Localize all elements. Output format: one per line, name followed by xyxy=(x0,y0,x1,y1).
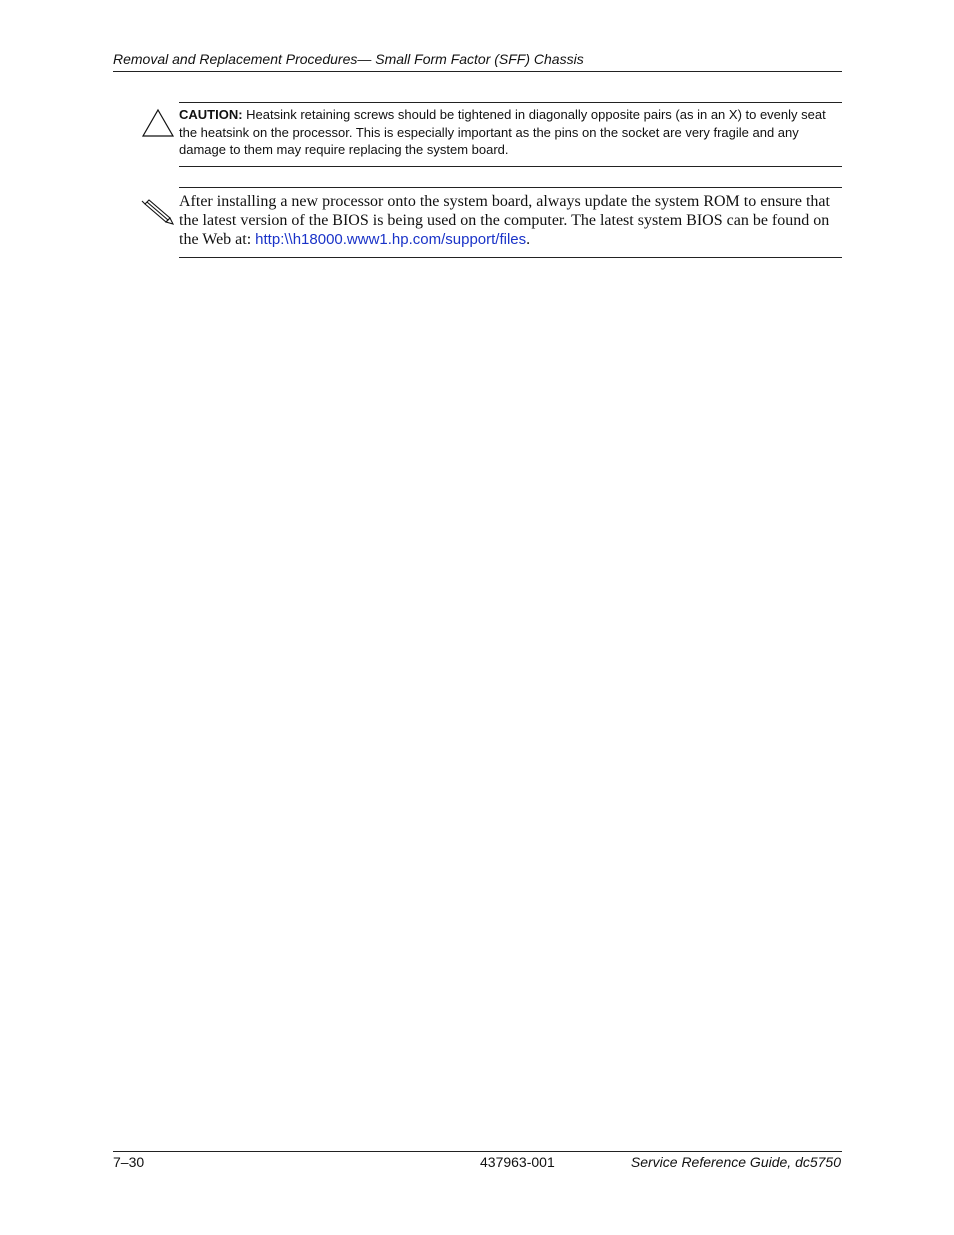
caution-top-rule xyxy=(179,102,842,103)
note-top-rule xyxy=(179,187,842,188)
doc-number: 437963-001 xyxy=(480,1154,555,1170)
page-number: 7–30 xyxy=(113,1154,145,1170)
note-body: After installing a new processor onto the system board, always update the system ROM to ensure that the latest version of the BIOS is being used on the computer. The latest system BIOS can be found on the Web at: xyxy=(179,193,830,248)
footer-rule xyxy=(113,1151,842,1152)
caution-triangle-icon xyxy=(141,108,175,138)
header-rule xyxy=(113,71,842,72)
guide-title: Service Reference Guide, dc5750 xyxy=(630,1154,841,1170)
caution-bottom-rule xyxy=(179,166,842,167)
note-callout xyxy=(179,193,841,249)
caution-callout xyxy=(179,106,829,159)
caution-body: Heatsink retaining screws should be tightened in diagonally opposite pairs (as in an X) to evenly seat the heatsink on the processor. This is especially important as the pins on the socket are very fragile and any damage to them may require replacing the system board. xyxy=(179,107,826,157)
pencil-note-icon xyxy=(140,196,176,226)
support-files-link[interactable]: http:\\h18000.www1.hp.com/support/files xyxy=(255,230,527,248)
note-bottom-rule xyxy=(179,257,842,258)
running-header: Removal and Replacement Procedures— Small Form Factor (SFF) Chassis xyxy=(113,51,584,67)
caution-label: CAUTION: xyxy=(179,107,243,122)
note-trailing: . xyxy=(526,230,531,248)
